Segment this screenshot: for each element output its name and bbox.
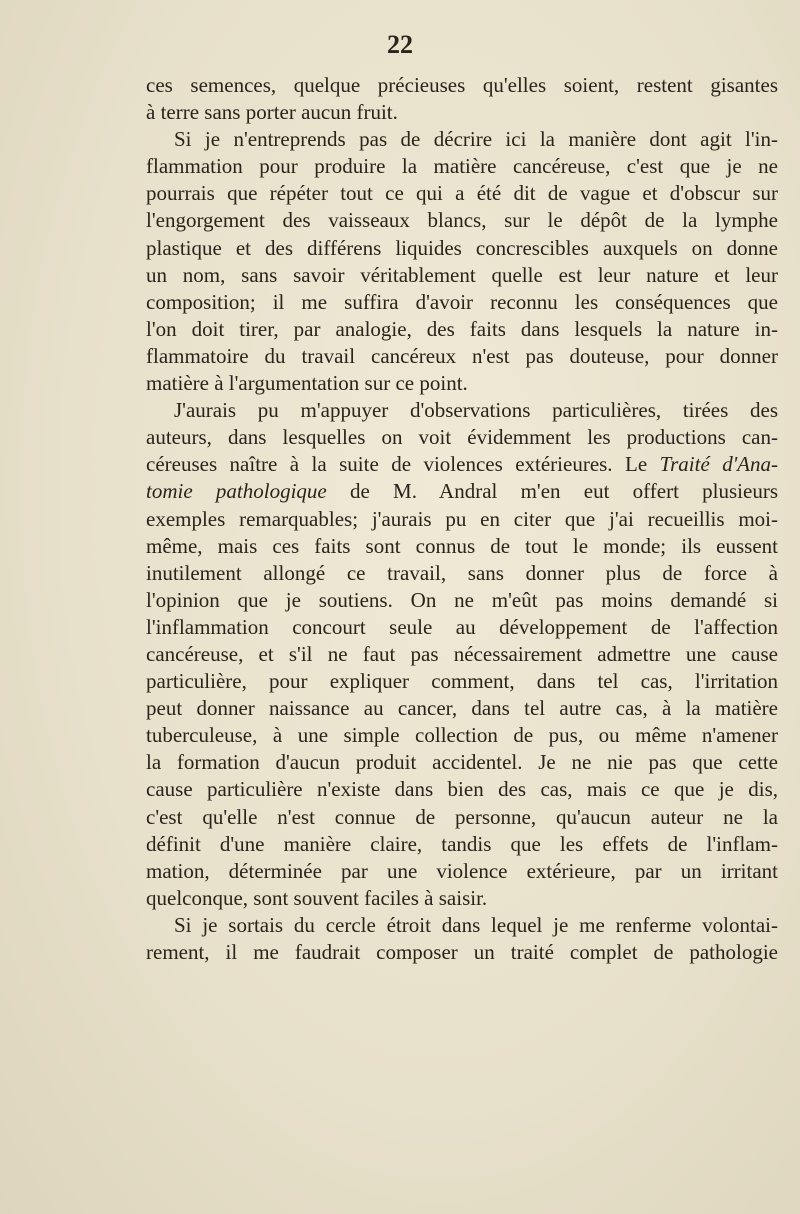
text-segment: un nom, sans savoir véritablement quelle est leur nature et leur bbox=[146, 262, 778, 287]
text-line bbox=[146, 695, 778, 722]
text-line bbox=[146, 804, 778, 831]
text-segment: Si je n'entreprends pas de décrire ici la manière dont agit l'in- bbox=[174, 127, 778, 152]
text-segment: l'opinion que je soutiens. On ne m'eût pas moins demandé si bbox=[146, 587, 778, 612]
text-line bbox=[146, 343, 778, 370]
text-line bbox=[146, 749, 778, 776]
text-line bbox=[146, 560, 778, 587]
text-segment: plastique et des différens liquides concrescibles auxquels on donne bbox=[146, 235, 778, 260]
text-line bbox=[146, 858, 778, 885]
text-segment: exemples remarquables; j'aurais pu en citer que j'ai recueillis moi- bbox=[146, 506, 778, 531]
text-segment: particulière, pour expliquer comment, dans tel cas, l'irritation bbox=[146, 669, 778, 694]
text-segment: ces semences, quelque précieuses qu'elles soient, restent gisantes bbox=[146, 73, 778, 97]
text-line bbox=[146, 397, 778, 424]
text-line bbox=[146, 72, 778, 99]
text-line bbox=[146, 912, 778, 939]
body-text bbox=[146, 72, 778, 966]
text-segment: c'est qu'elle n'est connue de personne, qu'aucun auteur ne la bbox=[146, 804, 778, 829]
text-segment: définit d'une manière claire, tandis que les effets de l'inflam- bbox=[146, 831, 778, 856]
text-line bbox=[146, 370, 778, 397]
italic-title: tomie pathologique bbox=[146, 479, 327, 504]
page-number: 22 bbox=[387, 30, 413, 59]
text-segment: matière à l'argumentation sur ce point. bbox=[146, 371, 468, 396]
text-line bbox=[146, 126, 778, 153]
text-line bbox=[146, 506, 778, 533]
text-line bbox=[146, 614, 778, 641]
text-segment: la formation d'aucun produit accidentel. Je ne nie pas que cette bbox=[146, 750, 778, 775]
text-line bbox=[146, 722, 778, 749]
text-line bbox=[146, 262, 778, 289]
text-line bbox=[146, 235, 778, 262]
text-segment: l'on doit tirer, par analogie, des faits dans lesquels la nature in- bbox=[146, 316, 778, 341]
text-segment: l'engorgement des vaisseaux blancs, sur le dépôt de la lymphe bbox=[146, 208, 778, 233]
text-line bbox=[146, 153, 778, 180]
text-segment: peut donner naissance au cancer, dans tel autre cas, à la matière bbox=[146, 696, 778, 721]
text-segment: J'aurais pu m'appuyer d'observations particulières, tirées des bbox=[174, 398, 778, 423]
text-segment: même, mais ces faits sont connus de tout le monde; ils eussent bbox=[146, 533, 778, 558]
text-segment: inutilement allongé ce travail, sans donner plus de force à bbox=[146, 560, 778, 585]
text-line bbox=[146, 451, 778, 478]
italic-title: Traité d'Ana- bbox=[659, 452, 779, 477]
text-line bbox=[146, 668, 778, 695]
text-line bbox=[146, 641, 778, 668]
text-line bbox=[146, 587, 778, 614]
text-segment: tuberculeuse, à une simple collection de pus, ou même n'amener bbox=[146, 723, 778, 748]
text-segment: de M. Andral m'en eut offert plusieurs bbox=[326, 479, 779, 504]
text-segment: à terre sans porter aucun fruit. bbox=[146, 100, 398, 125]
text-line bbox=[146, 207, 778, 234]
text-segment: Si je sortais du cercle étroit dans lequel je me renferme volontai- bbox=[174, 912, 778, 937]
text-segment: rement, il me faudrait composer un traité complet de pathologie bbox=[146, 940, 778, 964]
text-segment: mation, déterminée par une violence extérieure, par un irritant bbox=[146, 858, 778, 883]
text-segment: auteurs, dans lesquelles on voit évidemment les productions can- bbox=[146, 425, 778, 450]
text-segment: céreuses naître à la suite de violences extérieures. Le bbox=[146, 452, 660, 477]
text-line bbox=[146, 316, 778, 343]
text-line bbox=[146, 831, 778, 858]
text-line bbox=[146, 939, 778, 966]
text-segment: flammation pour produire la matière cancéreuse, c'est que je ne bbox=[146, 154, 778, 179]
text-line bbox=[146, 478, 778, 505]
text-line bbox=[146, 776, 778, 803]
text-segment: pourrais que répéter tout ce qui a été dit de vague et d'obscur sur bbox=[146, 181, 778, 206]
text-segment: composition; il me suffira d'avoir reconnu les conséquences que bbox=[146, 289, 778, 314]
text-line bbox=[146, 289, 778, 316]
text-segment: cause particulière n'existe dans bien des cas, mais ce que je dis, bbox=[146, 777, 778, 802]
text-segment: flammatoire du travail cancéreux n'est pas douteuse, pour donner bbox=[146, 343, 778, 368]
text-segment: l'inflammation concourt seule au développement de l'affection bbox=[146, 614, 778, 639]
text-line bbox=[146, 533, 778, 560]
text-segment: cancéreuse, et s'il ne faut pas nécessairement admettre une cause bbox=[146, 641, 778, 666]
text-segment: quelconque, sont souvent faciles à saisir. bbox=[146, 885, 488, 910]
text-line bbox=[146, 424, 778, 451]
text-line bbox=[146, 180, 778, 207]
text-line bbox=[146, 99, 778, 126]
text-line bbox=[146, 885, 778, 912]
